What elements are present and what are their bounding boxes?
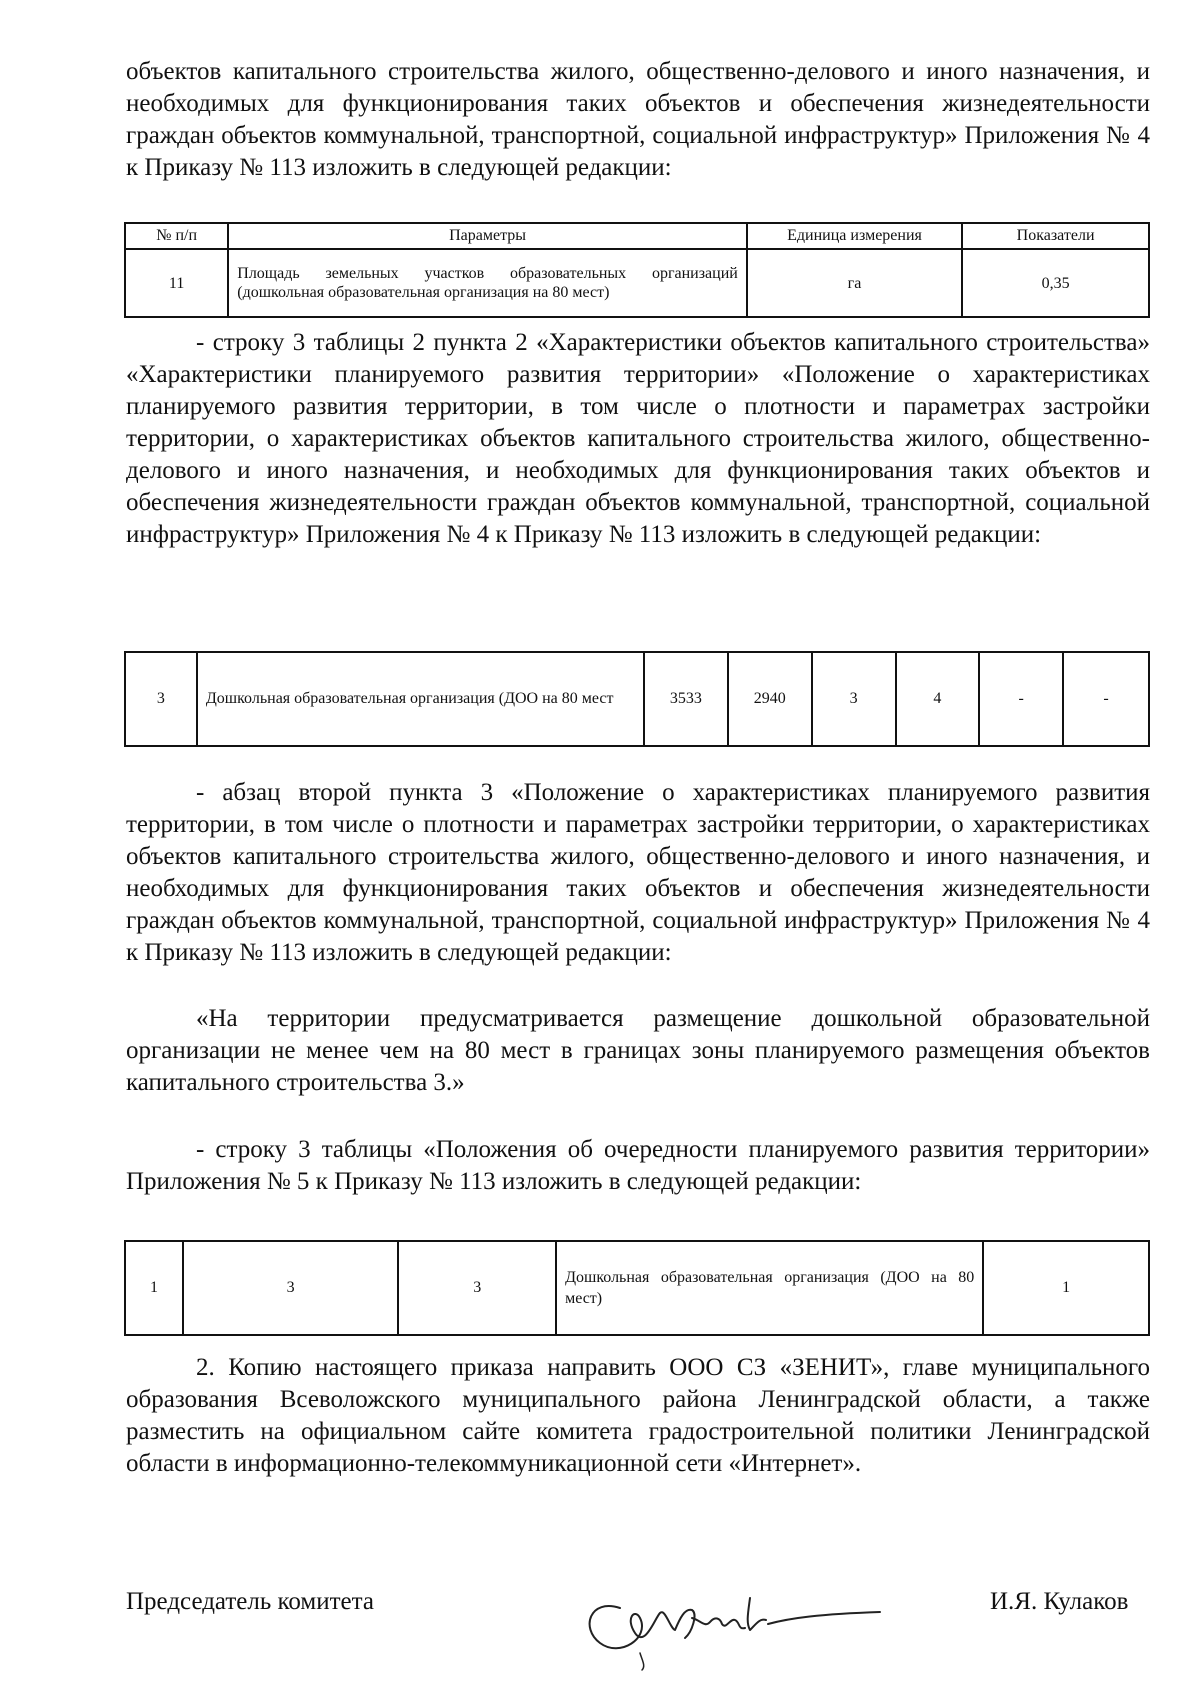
- cell-stage: 1: [125, 1241, 183, 1335]
- paragraph-5: 2. Копию настоящего приказа направить ООО СЗ «ЗЕНИТ», главе муниципального образования Всеволожского муниципального района Ленинградской области, а также разместить на официальном сайте комитета градостроительной политики Ленинградской области в информационно-телекоммуникационной сети «Интернет».: [126, 1354, 1150, 1477]
- paragraph-3: - абзац второй пункта 3 «Положение о характеристиках планируемого развития территории, в том числе о плотности и параметрах застройки территории, о характеристиках объектов капитального строительства жилого, общественно-делового и иного назначения, и необходимых для функционирования таких объектов и обеспечения жизнедеятельности граждан объектов коммунальной, транспортной, социальной инфраструктур» Приложения № 4 к Приказу № 113 изложить в следующей редакции:: [126, 779, 1150, 966]
- header-unit: Единица измерения: [747, 223, 962, 249]
- quote-paragraph: «На территории предусматривается размещение дошкольной образовательной организации не менее чем на 80 мест в границах зоны планируемого размещения объектов капитального строительства 3.»: [126, 1005, 1150, 1096]
- paragraph-4: - строку 3 таблицы «Положения об очередности планируемого развития территории» Приложения № 5 к Приказу № 113 изложить в следующей редакции:: [126, 1136, 1150, 1195]
- cell-value: 1: [983, 1241, 1149, 1335]
- cell-row-number: 3: [125, 652, 197, 746]
- object-characteristics-table: [124, 651, 1150, 747]
- cell-value: -: [979, 652, 1063, 746]
- cell-object-name: Дошкольная образовательная организация (ДОО на 80 мест: [197, 652, 644, 746]
- cell-value: 4: [896, 652, 980, 746]
- signatory-title: Председатель комитета: [126, 1588, 374, 1615]
- header-parameters: Параметры: [228, 223, 747, 249]
- cell-unit: га: [747, 249, 962, 317]
- table-row: [125, 249, 1149, 317]
- intro-paragraph: объектов капитального строительства жилого, общественно-делового и иного назначения, и необходимых для функционирования таких объектов и обеспечения жизнедеятельности граждан объектов коммунальной, транспортной, социальной инфраструктур» Приложения № 4 к Приказу № 113 изложить в следующей редакции:: [126, 58, 1150, 181]
- table-row: [125, 652, 1149, 746]
- cell-value: -: [1063, 652, 1149, 746]
- sequencing-table: [124, 1240, 1150, 1336]
- paragraph-2: - строку 3 таблицы 2 пункта 2 «Характеристики объектов капитального строительства» «Характеристики планируемого развития территории» «Положение о характеристиках планируемого развития территории, в том числе о плотности и параметрах застройки территории, о характеристиках объектов капитального строительства жилого, общественно-делового и иного назначения, и необходимых для функционирования таких объектов и обеспечения жизнедеятельности граждан объектов коммунальной, транспортной, социальной инфраструктур» Приложения № 4 к Приказу № 113 изложить в следующей редакции:: [126, 329, 1150, 548]
- signatory-name: И.Я. Кулаков: [990, 1588, 1129, 1615]
- cell-value: 3: [183, 1241, 399, 1335]
- cell-number: 11: [125, 249, 228, 317]
- parameters-table: [124, 222, 1150, 318]
- handwritten-signature: [580, 1558, 900, 1678]
- cell-value: 3: [812, 652, 896, 746]
- header-number: № п/п: [125, 223, 228, 249]
- cell-object-name: Дошкольная образовательная организация (ДОО на 80 мест): [556, 1241, 983, 1335]
- table-header-row: [125, 223, 1149, 249]
- cell-value: 2940: [728, 652, 812, 746]
- cell-value: 0,35: [962, 249, 1149, 317]
- header-indicators: Показатели: [962, 223, 1149, 249]
- cell-value: 3: [398, 1241, 556, 1335]
- cell-value: 3533: [644, 652, 728, 746]
- table-row: [125, 1241, 1149, 1335]
- cell-parameter: Площадь земельных участков образовательных организаций (дошкольная образовательная организация на 80 мест): [228, 249, 747, 317]
